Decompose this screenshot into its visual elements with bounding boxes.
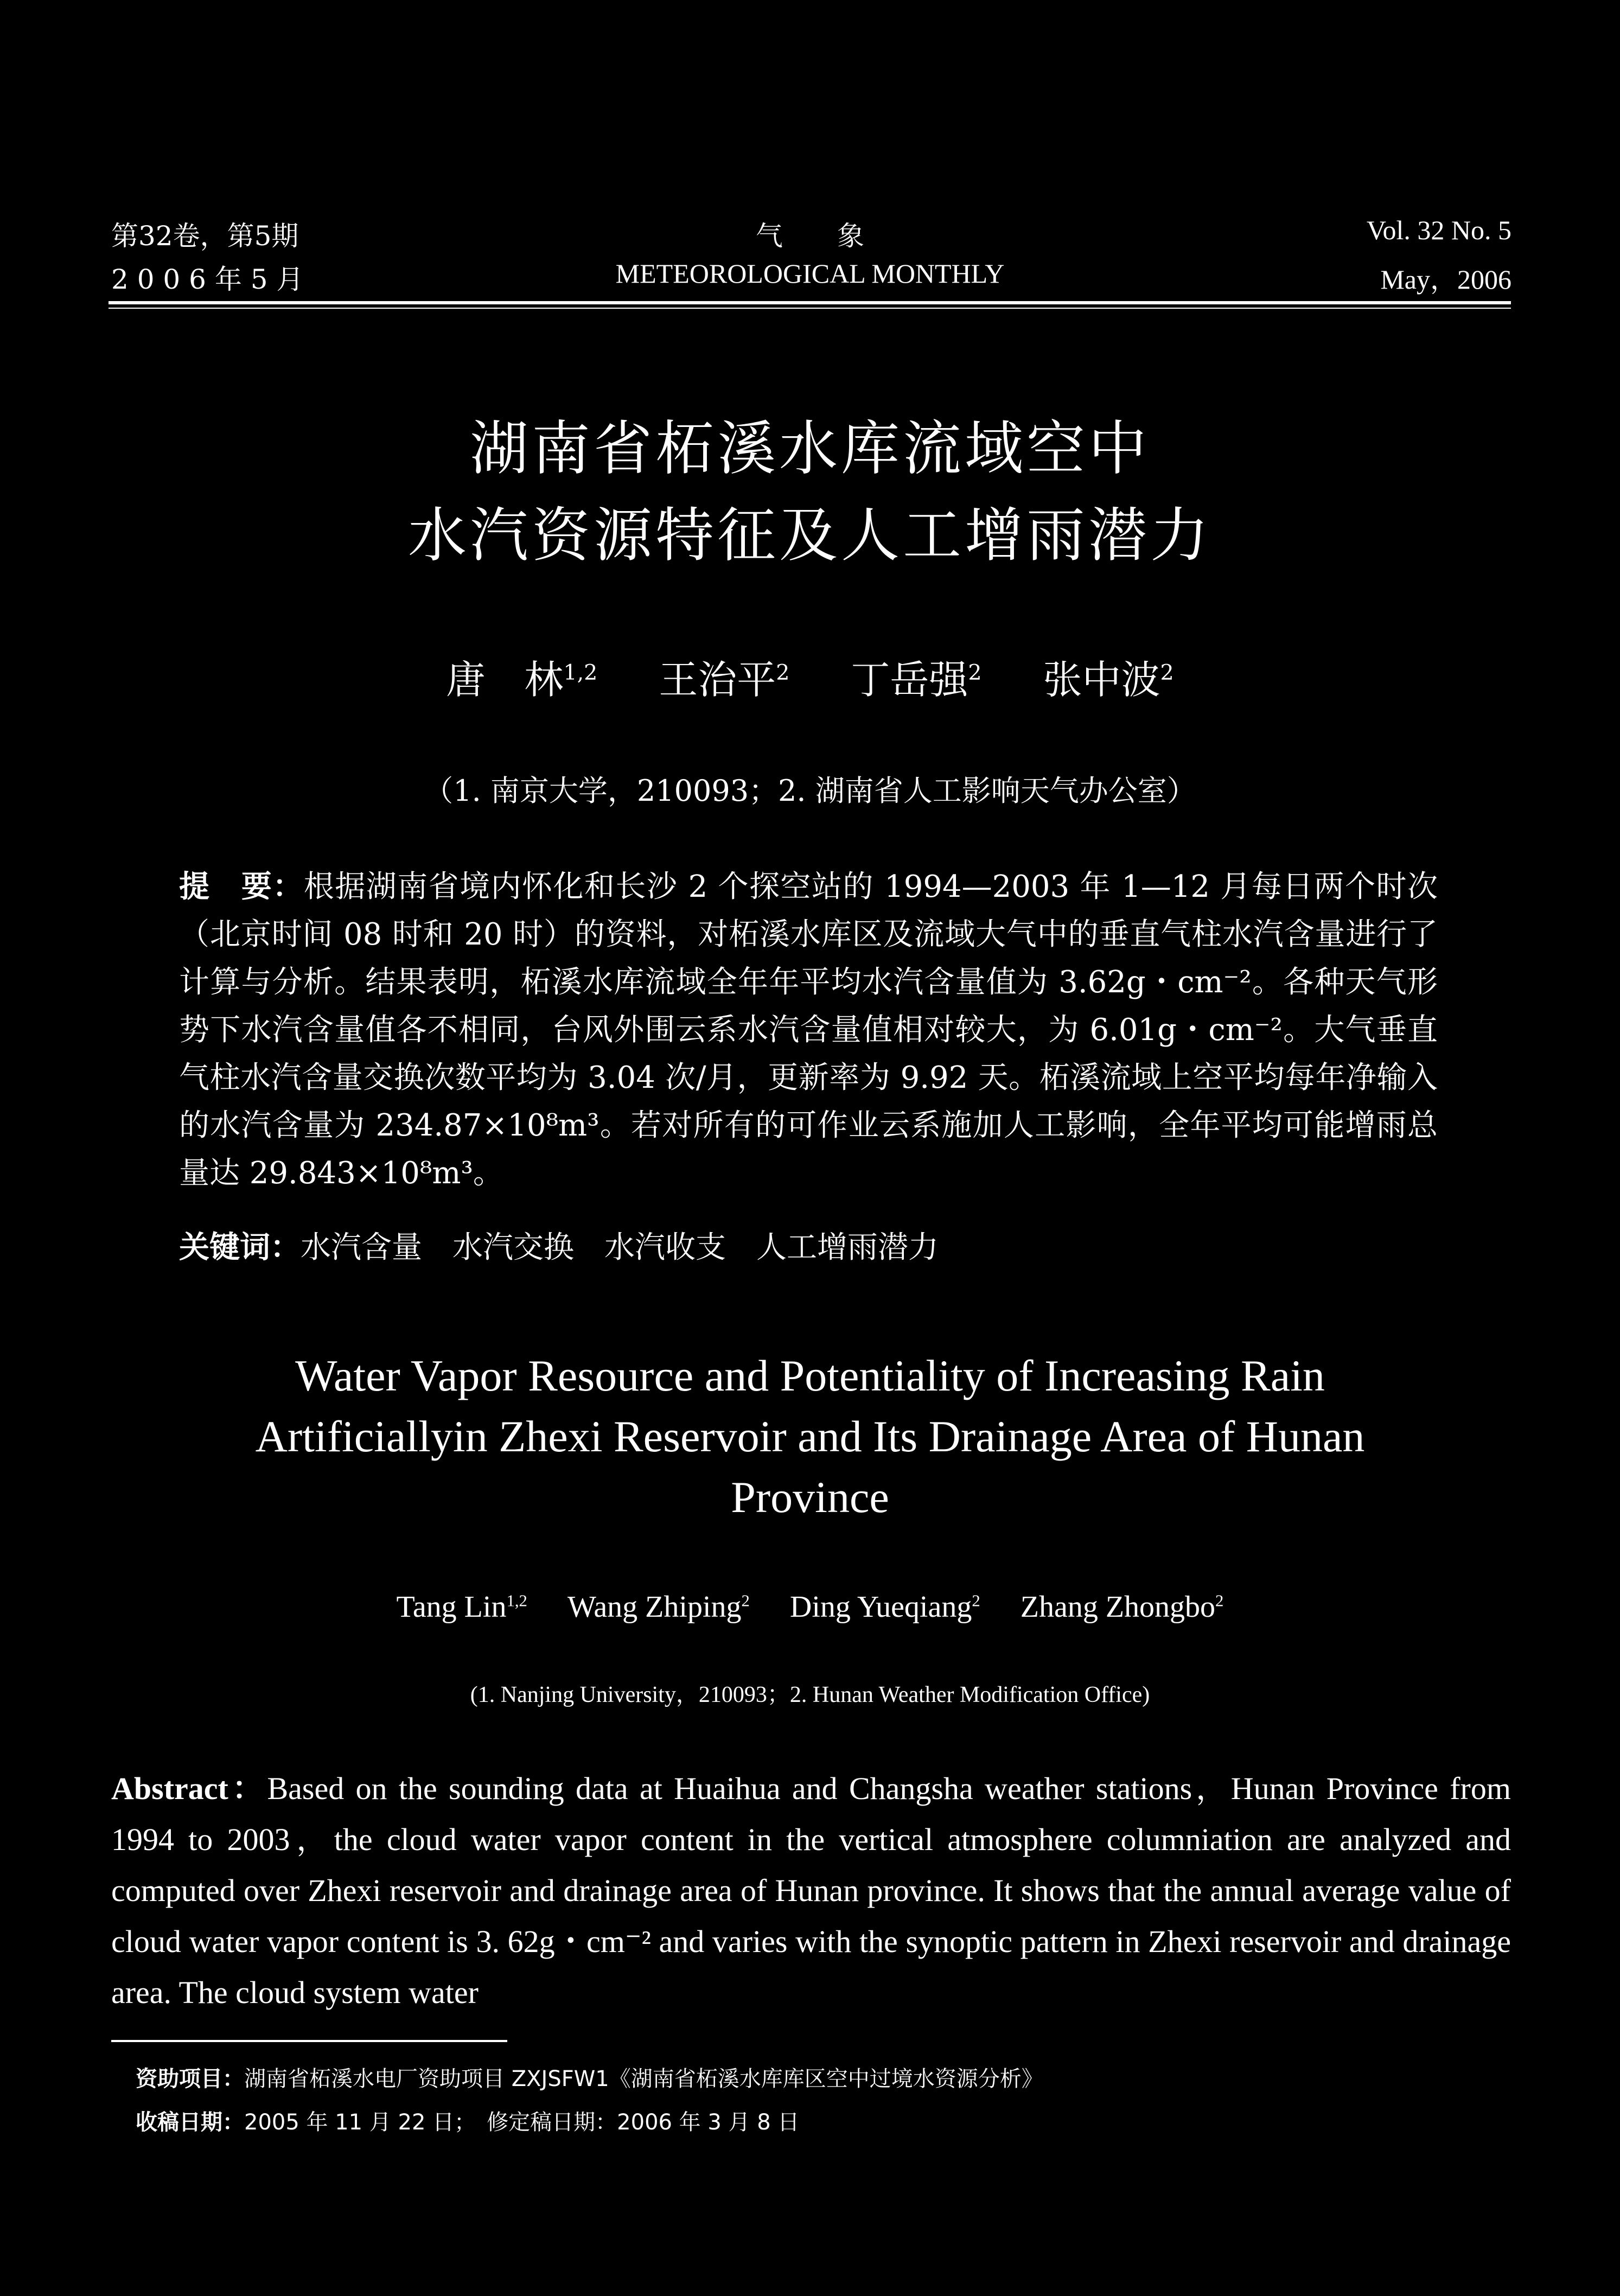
dates-label: 收稿日期： xyxy=(136,2110,244,2135)
volume-issue-cn: 第32卷，第5期 xyxy=(111,220,299,252)
affiliation-cn: （1. 南京大学，210093；2. 湖南省人工影响天气办公室） xyxy=(424,774,1196,808)
header-rule-thick xyxy=(109,301,1511,304)
author-en: Wang Zhiping$^2$ xyxy=(567,1590,750,1624)
author-en: Tang Lin$^{1,2}$ xyxy=(396,1590,527,1624)
keywords-cn-label: 关键词： xyxy=(179,1229,301,1265)
author-cn: 唐 林$^{1,2}$ xyxy=(446,657,598,703)
abstract-cn-text: 根据湖南省境内怀化和长沙 2 个探空站的 1994—2003 年 1—12 月每日两个时次（北京时间 08 时和 20 时）的资料，对柘溪水库区及流域大气中的垂直气柱水汽含量进行了计算与分析。结果表明，柘溪水库流域全年年平均水汽含量值为 3.62g・cm⁻²。各种天气形势下水汽含量值各不相同，台风外围云系水汽含量值相对较大，为 6.01g・cm⁻²。大气垂直气柱水汽含量交换次数平均为 3.04 次/月，更新率为 9.92 天。柘溪流域上空平均每年净输入的水汽含量为 234.87×10⁸m³。若对所有的可作业云系施加人工影响，全年平均可能增雨总量达 29.843×10⁸m³。 xyxy=(179,869,1438,1191)
header-rule-thin xyxy=(109,308,1511,309)
author-en: Ding Yueqiang$^2$ xyxy=(789,1590,980,1624)
volume-issue-en: Vol. 32 No. 5 xyxy=(1366,215,1511,245)
abstract-en-text: Based on the sounding data at Huaihua and Changsha weather stations，Hunan Province from 1994 to 2003，the cloud water vapor content in the vertical atmosphere columniation are analyzed and computed over Zhexi reservoir and drainage area of Hunan province. It shows that the annual average value of cloud water vapor content is 3. 62g・cm⁻² and varies with the synoptic pattern in Zhexi reservoir and drainage area. The cloud system water xyxy=(111,1771,1511,2010)
keywords-cn-text: 水汽含量 水汽交换 水汽收支 人工增雨潜力 xyxy=(301,1230,939,1265)
date-cn: 2 0 0 6 年 5 月 xyxy=(111,264,304,295)
abstract-cn-label: 提 要： xyxy=(179,869,304,904)
funding-label: 资助项目： xyxy=(136,2067,244,2091)
journal-name-cn: 气 象 xyxy=(756,220,864,252)
title-cn-line2: 水汽资源特征及人工增雨潜力 xyxy=(407,502,1212,570)
journal-name-en: METEOROLOGICAL MONTHLY xyxy=(615,258,1005,289)
author-en: Zhang Zhongbo$^2$ xyxy=(1020,1590,1224,1624)
author-cn: 张中波$^2$ xyxy=(1043,657,1174,703)
funding-text: 湖南省柘溪水电厂资助项目 ZXJSFW1《湖南省柘溪水库库区空中过境水资源分析》 xyxy=(244,2067,1043,2091)
abstract-cn xyxy=(179,863,1438,1197)
title-cn-line1: 湖南省柘溪水库流域空中 xyxy=(469,415,1150,483)
date-en: May，2006 xyxy=(1380,264,1511,295)
abstract-en xyxy=(111,1763,1511,2018)
keywords-cn xyxy=(179,1223,1438,1272)
authors-en xyxy=(0,1590,1620,1624)
author-cn: 王治平$^2$ xyxy=(659,657,790,703)
funding-note xyxy=(136,2062,1043,2093)
authors-cn xyxy=(0,648,1620,705)
dates-text: 2005 年 11 月 22 日； 修定稿日期：2006 年 3 月 8 日 xyxy=(244,2110,800,2135)
author-cn: 丁岳强$^2$ xyxy=(851,657,982,703)
affiliation-en: (1. Nanjing University，210093；2. Hunan Weather Modification Office) xyxy=(470,1682,1150,1707)
abstract-en-label: Abstract： xyxy=(111,1771,267,1806)
received-dates-note xyxy=(136,2105,799,2136)
footnote-rule xyxy=(111,2040,507,2042)
title-en: Water Vapor Resource and Potentiality of Increasing Rain Artificiallyin Zhexi Reservoir and Its Drainage Area of Hunan Province xyxy=(255,1351,1365,1522)
